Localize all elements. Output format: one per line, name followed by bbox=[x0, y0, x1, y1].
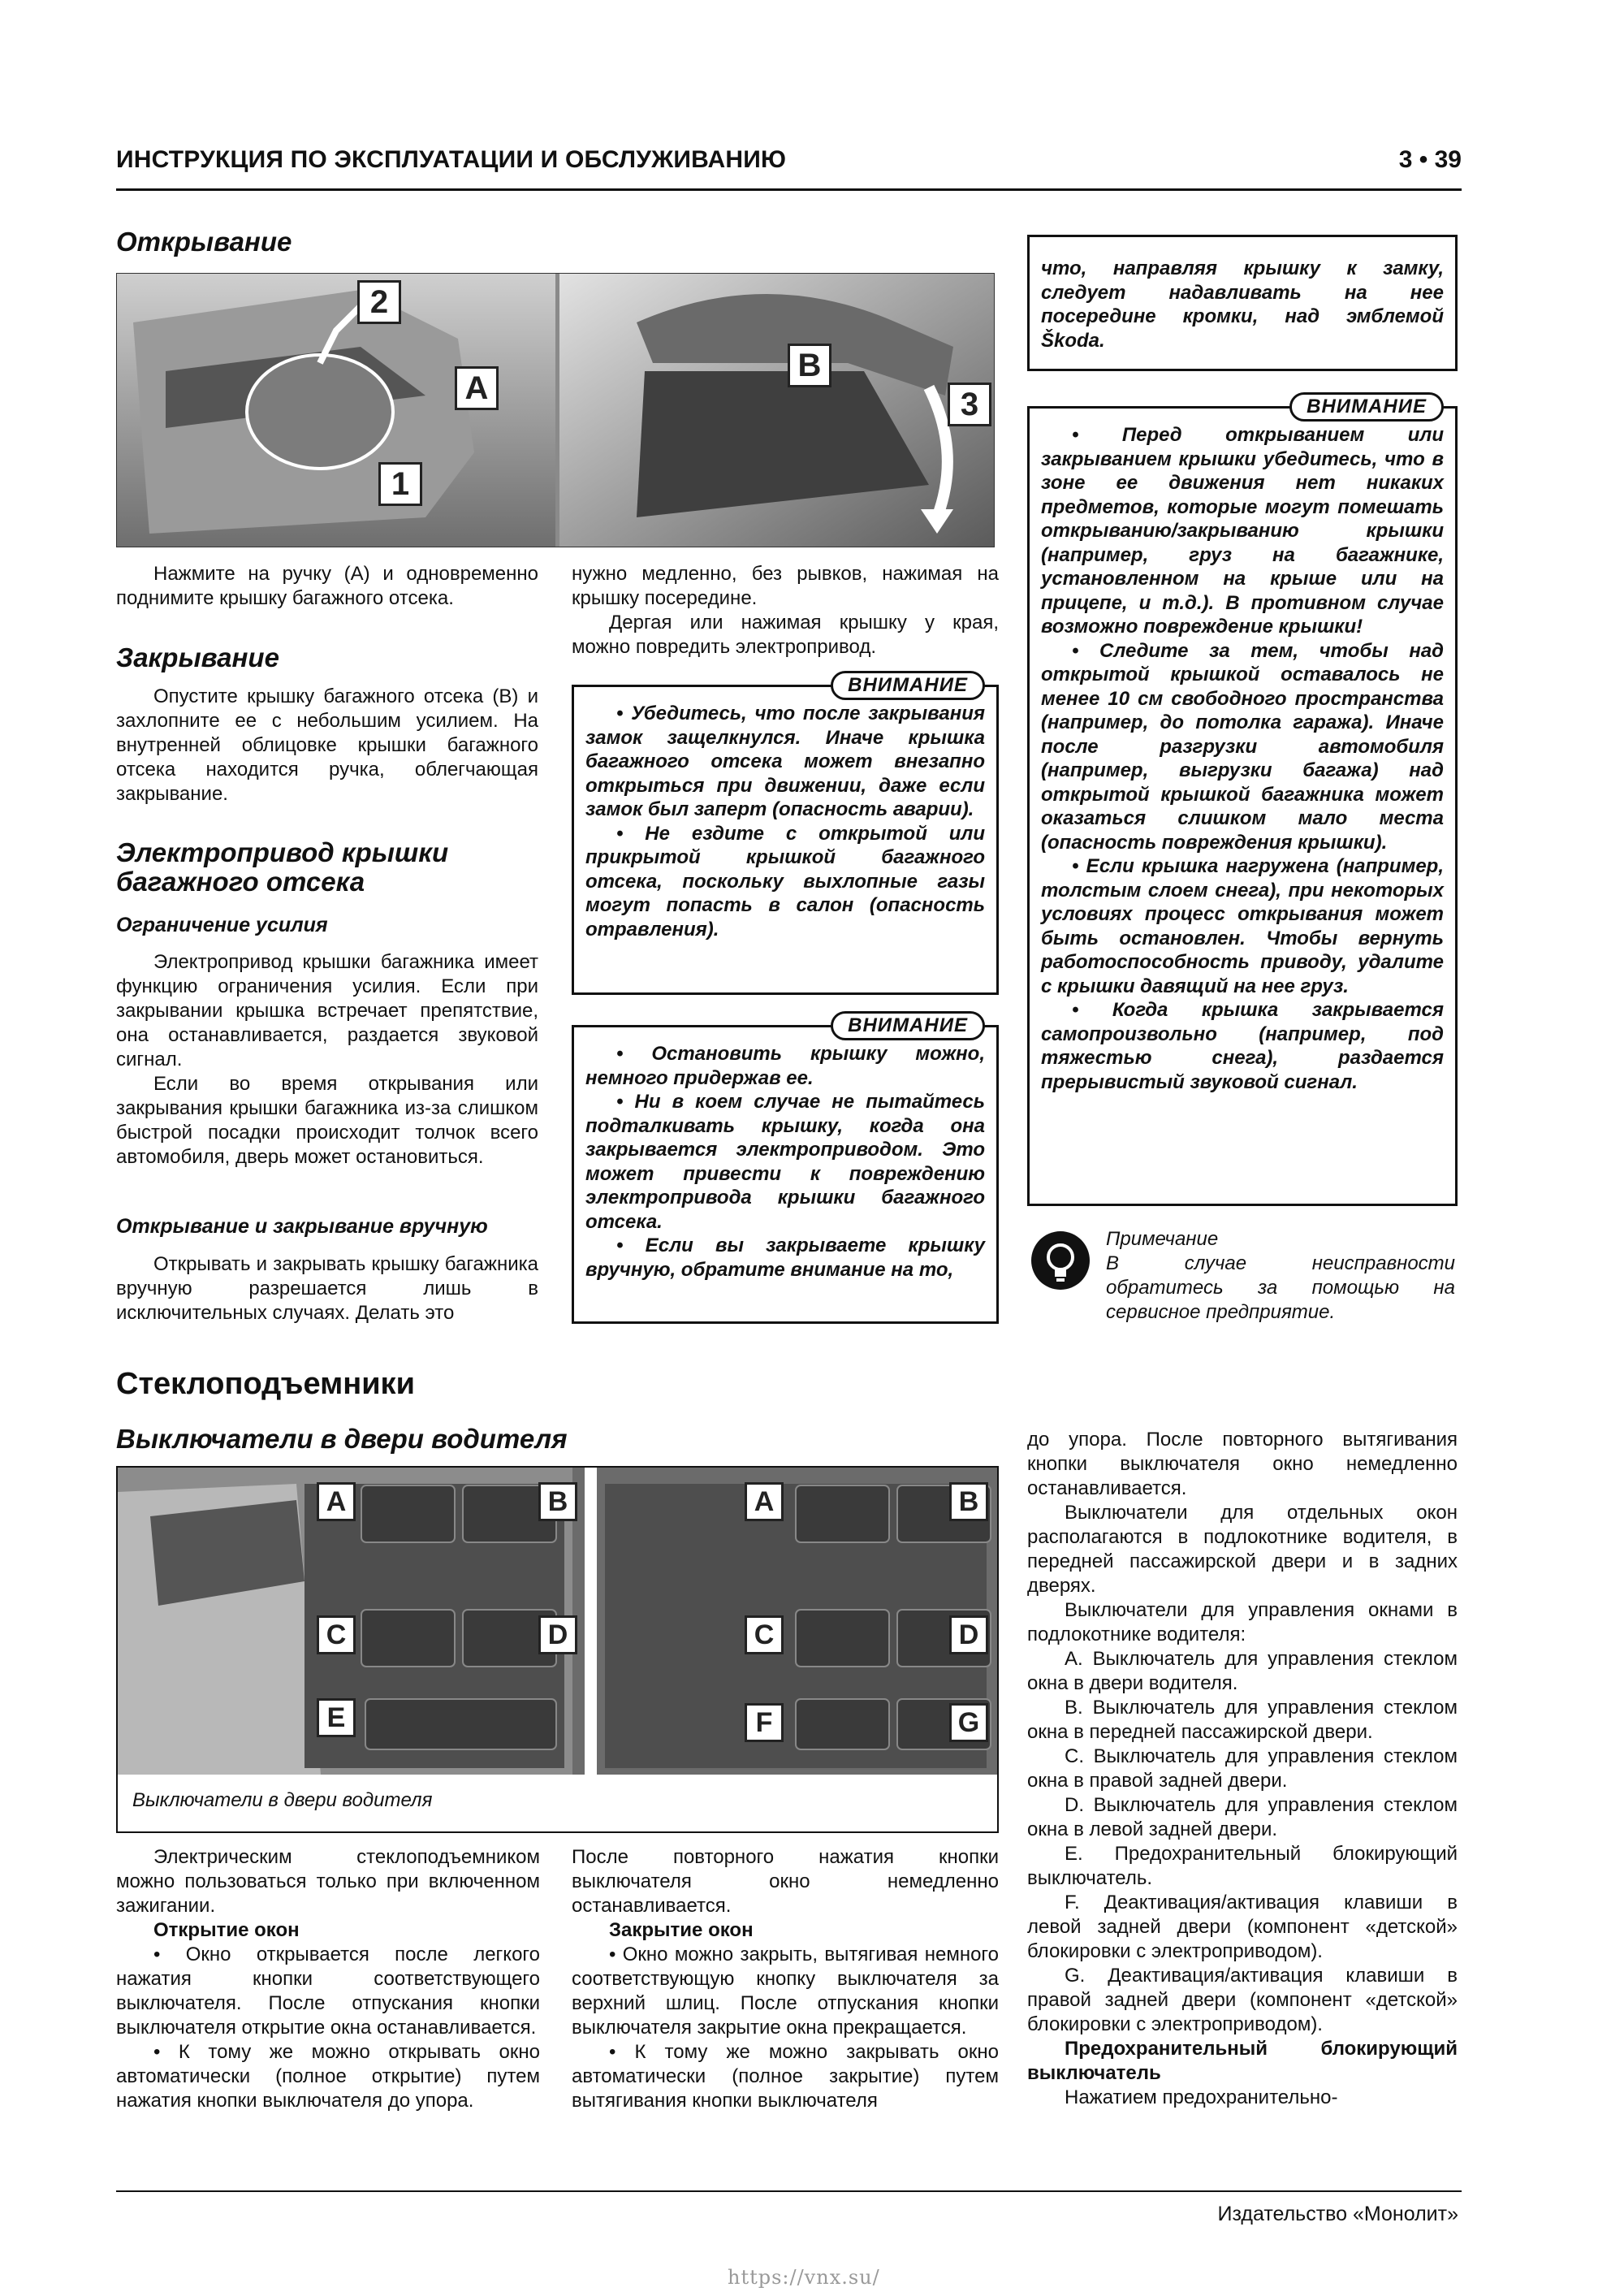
windows-close-p2: • К тому же можно закрывать окно автоматически (полное закрытие) путем вытягивания кнопки выключателя bbox=[572, 2041, 999, 2112]
warning2-p3: • Если вы закрываете крышку вручную, обратите внимание на то, bbox=[585, 1234, 985, 1281]
switch-label-b-right: B bbox=[949, 1482, 988, 1521]
windows-col2-p1: После повторного нажатия кнопки выключателя окно немедленно останавливается. bbox=[572, 1846, 999, 1917]
note-title: Примечание bbox=[1106, 1228, 1219, 1250]
heading-windows: Стеклоподъемники bbox=[116, 1367, 415, 1401]
callout-b: B bbox=[788, 344, 831, 387]
windows-col3 bbox=[1027, 1428, 1458, 2110]
switch-item-e: E. Предохранительный блокирующий выключатель. bbox=[1027, 1843, 1458, 1889]
switch-item-d: D. Выключатель для управления стеклом окна в левой задней двери. bbox=[1027, 1794, 1458, 1840]
heading-electric-line1: Электропривод крышки bbox=[116, 837, 449, 867]
warning-label-3: ВНИМАНИЕ bbox=[1289, 392, 1444, 422]
switch-label-d-left: D bbox=[538, 1615, 577, 1654]
switches-photo bbox=[118, 1468, 997, 1775]
warning1-p2: • Не ездите с открытой или прикрытой крышкой багажного отсека, поскольку выхлопные газы могут попасть в салон (опасность отравления). bbox=[585, 822, 985, 940]
warning2-continued-text: что, направляя крышку к замку, следует надавливать на нее посередине кромки, над эмблемой Škoda. bbox=[1041, 257, 1444, 352]
switch-label-g-right: G bbox=[949, 1703, 988, 1742]
switch-label-e-left: E bbox=[317, 1698, 356, 1737]
warning-label-1: ВНИМАНИЕ bbox=[831, 671, 985, 700]
windows-close-p1: • Окно можно закрыть, вытягивая немного соответствующую кнопку выключателя за верхний шлиц. После отпускания кнопки выключателя закрытие окна прекращается. bbox=[572, 1944, 999, 2039]
switch-item-f: F. Деактивация/активация клавиши в левой задней двери (компонент «детской» блокировки с электроприводом). bbox=[1027, 1892, 1458, 1962]
warning-box-2-continued bbox=[1027, 235, 1458, 371]
figure-caption: Выключатели в двери водителя bbox=[132, 1789, 433, 1811]
opening-text-block bbox=[116, 562, 538, 611]
warning2-p1: • Остановить крышку можно, немного придержав ее. bbox=[585, 1043, 985, 1089]
warning-box-2 bbox=[572, 1014, 999, 1324]
force-limit-p2: Если во время открывания или закрывания крышки багажника из-за слишком быстрой посадки происходит толчок всего автомобиля, дверь может остановиться. bbox=[116, 1073, 538, 1168]
switch-label-a-left: A bbox=[317, 1482, 356, 1521]
page-number: 3 • 39 bbox=[1398, 146, 1462, 173]
switch-label-b-left: B bbox=[538, 1482, 577, 1521]
callout-a: A bbox=[455, 366, 499, 410]
col2-text-block bbox=[572, 562, 999, 659]
publisher: Издательство «Монолит» bbox=[1217, 2203, 1458, 2225]
switches-figure bbox=[116, 1466, 999, 1833]
windows-col3-p3: Выключатели для управления окнами в подлокотнике водителя: bbox=[1027, 1599, 1458, 1645]
source-url[interactable]: https://vnx.su/ bbox=[728, 2266, 880, 2289]
switch-label-c-right: C bbox=[745, 1615, 784, 1654]
note-block bbox=[1106, 1227, 1455, 1325]
manual-block bbox=[116, 1252, 538, 1325]
windows-col1 bbox=[116, 1845, 540, 2113]
heading-force-limit: Ограничение усилия bbox=[116, 914, 328, 936]
windows-intro: Электрическим стеклоподъемником можно пользоваться только при включенном зажигании. bbox=[116, 1846, 540, 1917]
heading-electric bbox=[116, 838, 538, 897]
heading-manual: Открывание и закрывание вручную bbox=[116, 1215, 488, 1238]
warning3-p1: • Перед открыванием или закрыванием крышки убедитесь, что в зоне ее движения нет никаких предметов, которые могут помешать открыванию/закрыванию крышки (например, груз на багажнике, установленном на крыше или на прицепе, и т.д.). В противном случае возможно повреждение крышки! bbox=[1041, 424, 1444, 638]
footer-divider bbox=[116, 2190, 1462, 2192]
heading-safety-switch: Предохранительный блокирующий выключатель bbox=[1027, 2038, 1458, 2084]
windows-col3-p1: до упора. После повторного вытягивания кнопки выключателя окно немедленно останавливается. bbox=[1027, 1429, 1458, 1499]
opening-text: Нажмите на ручку (A) и одновременно поднимите крышку багажного отсека. bbox=[116, 563, 538, 609]
windows-col2 bbox=[572, 1845, 999, 2113]
heading-electric-line2: багажного отсека bbox=[116, 867, 365, 897]
force-limit-block bbox=[116, 950, 538, 1170]
closing-text-block bbox=[116, 685, 538, 806]
warning1-p1: • Убедитесь, что после закрывания замок защелкнулся. Иначе крышка багажного отсека может внезапно открыться при движении, даже если замок был заперт (опасность аварии). bbox=[585, 703, 985, 820]
windows-col3-p2: Выключатели для отдельных окон располагаются в подлокотнике водителя, в передней пассажирской двери и в задних дверях. bbox=[1027, 1502, 1458, 1597]
switch-label-f-right: F bbox=[745, 1703, 784, 1742]
callout-1: 1 bbox=[378, 462, 422, 506]
warning-box-3 bbox=[1027, 396, 1458, 1206]
switch-label-c-left: C bbox=[317, 1615, 356, 1654]
windows-open-p1: • Окно открывается после легкого нажатия кнопки соответствующего выключателя. После отпускания кнопки выключателя открытие окна останавливается. bbox=[116, 1944, 540, 2039]
switch-item-b: B. Выключатель для управления стеклом окна в передней пассажирской двери. bbox=[1027, 1697, 1458, 1743]
warning3-p4: • Когда крышка закрывается самопроизвольно (например, под тяжестью снега), раздается прерывистый звуковой сигнал. bbox=[1041, 999, 1444, 1093]
heading-close-windows: Закрытие окон bbox=[609, 1919, 754, 1941]
closing-text: Опустите крышку багажного отсека (B) и захлопните ее с небольшим усилием. На внутренней облицовке крышки багажного отсека находится ручка, облегчающая закрывание. bbox=[116, 685, 538, 805]
tailgate-illustration bbox=[117, 274, 995, 547]
header-divider bbox=[116, 188, 1462, 191]
note-text: В случае неисправности обратитесь за помощью на сервисное предприятие. bbox=[1106, 1252, 1455, 1323]
warning3-p2: • Следите за тем, чтобы над открытой крышкой оставалось не менее 10 см свободного пространства (например, до потолка гаража). Иначе после разгрузки автомобиля (например, выгрузки багажа) над открытой крышкой багажника может оказаться слишком мало места (опасность повреждения крышки). bbox=[1041, 639, 1444, 854]
safety-switch-text: Нажатием предохранительно- bbox=[1065, 2086, 1338, 2108]
tailgate-photo bbox=[116, 273, 995, 547]
heading-driver-switches: Выключатели в двери водителя bbox=[116, 1424, 568, 1454]
switch-item-c: C. Выключатель для управления стеклом окна в правой задней двери. bbox=[1027, 1745, 1458, 1792]
col2-p2: Дергая или нажимая крышку у края, можно повредить электропривод. bbox=[572, 612, 999, 658]
callout-3: 3 bbox=[948, 383, 991, 426]
warning2-p2: • Ни в коем случае не пытайтесь подталкивать крышку, когда она закрывается электроприводом. Это может привести к повреждению электропривода крышки багажного отсека. bbox=[585, 1091, 985, 1233]
heading-opening: Открывание bbox=[116, 227, 292, 257]
running-header-title: ИНСТРУКЦИЯ ПО ЭКСПЛУАТАЦИИ И ОБСЛУЖИВАНИЮ bbox=[116, 146, 787, 173]
warning-box-1 bbox=[572, 674, 999, 995]
force-limit-p1: Электропривод крышки багажника имеет функцию ограничения усилия. Если при закрывании крышка встречает препятствие, она останавливается, раздается звуковой сигнал. bbox=[116, 951, 538, 1070]
switch-item-g: G. Деактивация/активация клавиши в правой задней двери (компонент «детской» блокировки с электроприводом). bbox=[1027, 1965, 1458, 2035]
manual-text: Открывать и закрывать крышку багажника вручную разрешается лишь в исключительных случаях. Делать это bbox=[116, 1253, 538, 1324]
warning-label-2: ВНИМАНИЕ bbox=[831, 1011, 985, 1040]
heading-closing: Закрывание bbox=[116, 642, 279, 672]
warning3-p3: • Если крышка нагружена (например, толстым слоем снега), при некоторых условиях процесс открывания может быть остановлен. Чтобы вернуть работоспособность приводу, удалите с крышки давящий на нее груз. bbox=[1041, 855, 1444, 997]
switch-label-a-right: A bbox=[745, 1482, 784, 1521]
lightbulb-icon bbox=[1031, 1231, 1090, 1290]
heading-open-windows: Открытие окон bbox=[153, 1919, 300, 1941]
callout-2: 2 bbox=[357, 280, 401, 324]
switch-item-a: A. Выключатель для управления стеклом окна в двери водителя. bbox=[1027, 1648, 1458, 1694]
switch-label-d-right: D bbox=[949, 1615, 988, 1654]
col2-p1: нужно медленно, без рывков, нажимая на крышку посередине. bbox=[572, 563, 999, 609]
windows-open-p2: • К тому же можно открывать окно автоматически (полное открытие) путем нажатия кнопки выключателя до упора. bbox=[116, 2041, 540, 2112]
